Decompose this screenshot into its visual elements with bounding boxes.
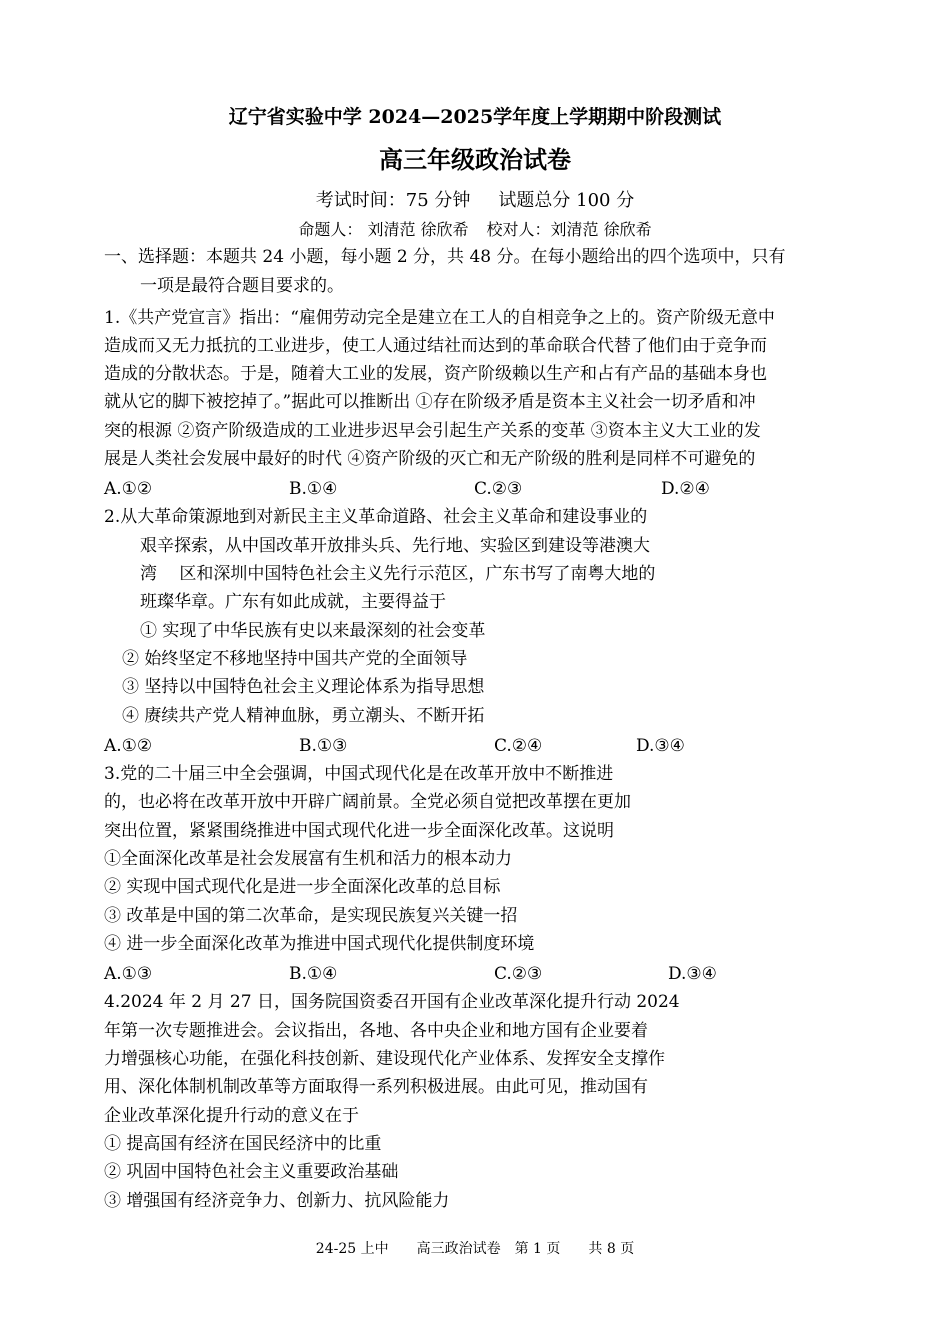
- q2-statement: ① 实现了中华民族有史以来最深刻的社会变革: [140, 621, 486, 641]
- q4-statement: ③ 增强国有经济竞争力、创新力、抗风险能力: [104, 1191, 450, 1211]
- q2-line: 班璨华章。广东有如此成就，主要得益于: [140, 592, 446, 612]
- authors-info: [0, 219, 950, 241]
- exam-info: [0, 190, 950, 212]
- q3-statement: ③ 改革是中国的第二次革命，是实现民族复兴关键一招: [104, 906, 518, 926]
- q3-line: 突出位置，紧紧围绕推进中国式现代化进一步全面深化改革。这说明: [104, 821, 614, 841]
- q2-statement: ④ 赓续共产党人精神血脉，勇立潮头、不断开拓: [122, 706, 485, 726]
- page-title: 高三年级政治试卷: [379, 145, 571, 174]
- total-score: 试题总分 100 分: [498, 190, 635, 211]
- q3-option-c: C.②③: [494, 964, 543, 984]
- q1-line: 展是人类社会发展中最好的时代 ④资产阶级的灭亡和无产阶级的胜利是同样不可避免的: [104, 449, 756, 469]
- q2-option-b: B.①③: [299, 736, 348, 756]
- reviewers: 校对人：刘清范 徐欣希: [486, 220, 652, 239]
- q4-line: 力增强核心功能，在强化科技创新、建设现代化产业体系、发挥安全支撑作: [104, 1049, 665, 1069]
- q3-statement: ①全面深化改革是社会发展富有生机和活力的根本动力: [104, 849, 512, 869]
- q1-line: 突的根源 ②资产阶级造成的工业进步迟早会引起生产关系的变革 ③资本主义大工业的发: [104, 421, 761, 441]
- q3-line: 3.党的二十届三中全会强调，中国式现代化是在改革开放中不断推进: [104, 764, 614, 784]
- q4-line: 企业改革深化提升行动的意义在于: [104, 1106, 359, 1126]
- exam-time: 考试时间：75 分钟: [315, 190, 471, 211]
- q2-option-d: D.③④: [636, 736, 685, 756]
- q2-option-c: C.②④: [494, 736, 543, 756]
- q1-line: 造成的分散状态。于是，随着大工业的发展，资产阶级赖以生产和占有产品的基础本身也: [104, 364, 767, 384]
- q2-statement: ③ 坚持以中国特色社会主义理论体系为指导思想: [122, 677, 485, 697]
- q2-line: 艰辛探索，从中国改革开放排头兵、先行地、实验区到建设等港澳大: [140, 536, 650, 556]
- q3-option-b: B.①④: [289, 964, 338, 984]
- q3-option-d: D.③④: [668, 964, 717, 984]
- q1-line: 1.《共产党宣言》指出：“雇佣劳动完全是建立在工人的自相竞争之上的。资产阶级无意中: [104, 308, 775, 328]
- q3-line: 的，也必将在改革开放中开辟广阔前景。全党必须自觉把改革摆在更加: [104, 792, 631, 812]
- q4-statement: ② 巩固中国特色社会主义重要政治基础: [104, 1162, 399, 1182]
- q2-option-a: A.①②: [104, 736, 153, 756]
- q4-line: 4.2024 年 2 月 27 日，国务院国资委召开国有企业改革深化提升行动 2024: [104, 992, 680, 1012]
- q1-option-d: D.②④: [661, 479, 710, 499]
- q4-statement: ① 提高国有经济在国民经济中的比重: [104, 1134, 382, 1154]
- q1-option-b: B.①④: [289, 479, 338, 499]
- section-instruction-line-2: 一项是最符合题目要求的。: [140, 276, 344, 296]
- q1-line: 就从它的脚下被挖掉了。”据此可以推断出 ①存在阶级矛盾是资本主义社会一切矛盾和冲: [104, 392, 756, 412]
- q3-option-a: A.①③: [104, 964, 153, 984]
- q3-statement: ② 实现中国式现代化是进一步全面深化改革的总目标: [104, 877, 501, 897]
- q3-statement: ④ 进一步全面深化改革为推进中国式现代化提供制度环境: [104, 934, 535, 954]
- q4-line: 用、深化体制机制改革等方面取得一系列积极进展。由此可见，推动国有: [104, 1077, 648, 1097]
- q2-line: 2.从大革命策源地到对新民主主义革命道路、社会主义革命和建设事业的: [104, 507, 648, 527]
- q4-line: 年第一次专题推进会。会议指出，各地、各中央企业和地方国有企业要着: [104, 1021, 648, 1041]
- section-instruction-line-1: 一、选择题：本题共 24 小题，每小题 2 分，共 48 分。在每小题给出的四个选项中，只有: [104, 247, 786, 267]
- q1-line: 造成而又无力抵抗的工业进步，使工人通过结社而达到的革命联合代替了他们由于竞争而: [104, 336, 767, 356]
- authors: 命题人： 刘清范 徐欣希: [298, 220, 469, 239]
- page-footer: 24-25 上中 高三政治试卷 第 1 页 共 8 页: [315, 1241, 635, 1257]
- q1-option-c: C.②③: [474, 479, 523, 499]
- q2-line: 湾 区和深圳中国特色社会主义先行示范区，广东书写了南粤大地的: [140, 564, 656, 584]
- q2-statement: ② 始终坚定不移地坚持中国共产党的全面领导: [122, 649, 468, 669]
- school-heading: 辽宁省实验中学 2024—2025学年度上学期期中阶段测试: [228, 106, 722, 128]
- q1-option-a: A.①②: [104, 479, 153, 499]
